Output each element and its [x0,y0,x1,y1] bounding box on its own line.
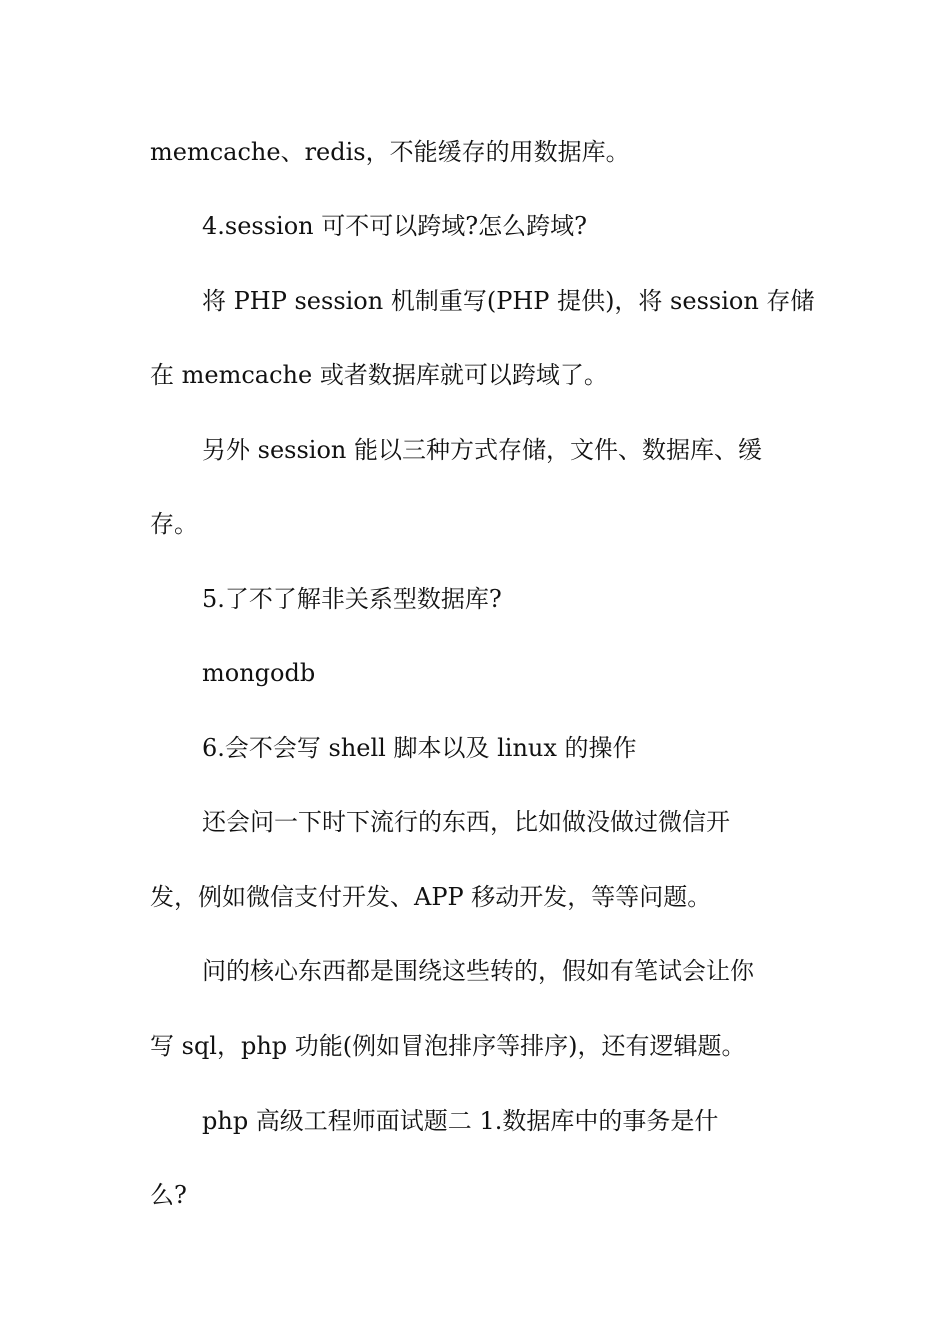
paragraph-line: 存。 [150,510,198,538]
paragraph-line: 发，例如微信支付开发、APP 移动开发，等等问题。 [150,883,712,911]
paragraph-line: mongodb [202,659,316,687]
paragraph-line: 将 PHP session 机制重写(PHP 提供)，将 session 存储 [202,287,815,315]
section-heading-line: php 高级工程师面试题二 1.数据库中的事务是什 [202,1107,719,1135]
question-6: 6.会不会写 shell 脚本以及 linux 的操作 [202,734,637,762]
paragraph-line: 还会问一下时下流行的东西，比如做没做过微信开 [202,808,730,836]
paragraph-line: memcache、redis，不能缓存的用数据库。 [150,138,630,166]
question-4: 4.session 可不可以跨域?怎么跨域? [202,212,587,240]
paragraph-line: 写 sql，php 功能(例如冒泡排序等排序)，还有逻辑题。 [150,1032,746,1060]
paragraph-line: 在 memcache 或者数据库就可以跨域了。 [150,361,608,389]
question-5: 5.了不了解非关系型数据库? [202,585,502,613]
paragraph-line: 问的核心东西都是围绕这些转的，假如有笔试会让你 [202,957,754,985]
paragraph-line: 另外 session 能以三种方式存储，文件、数据库、缓 [202,436,762,464]
paragraph-line: 么? [150,1181,187,1209]
